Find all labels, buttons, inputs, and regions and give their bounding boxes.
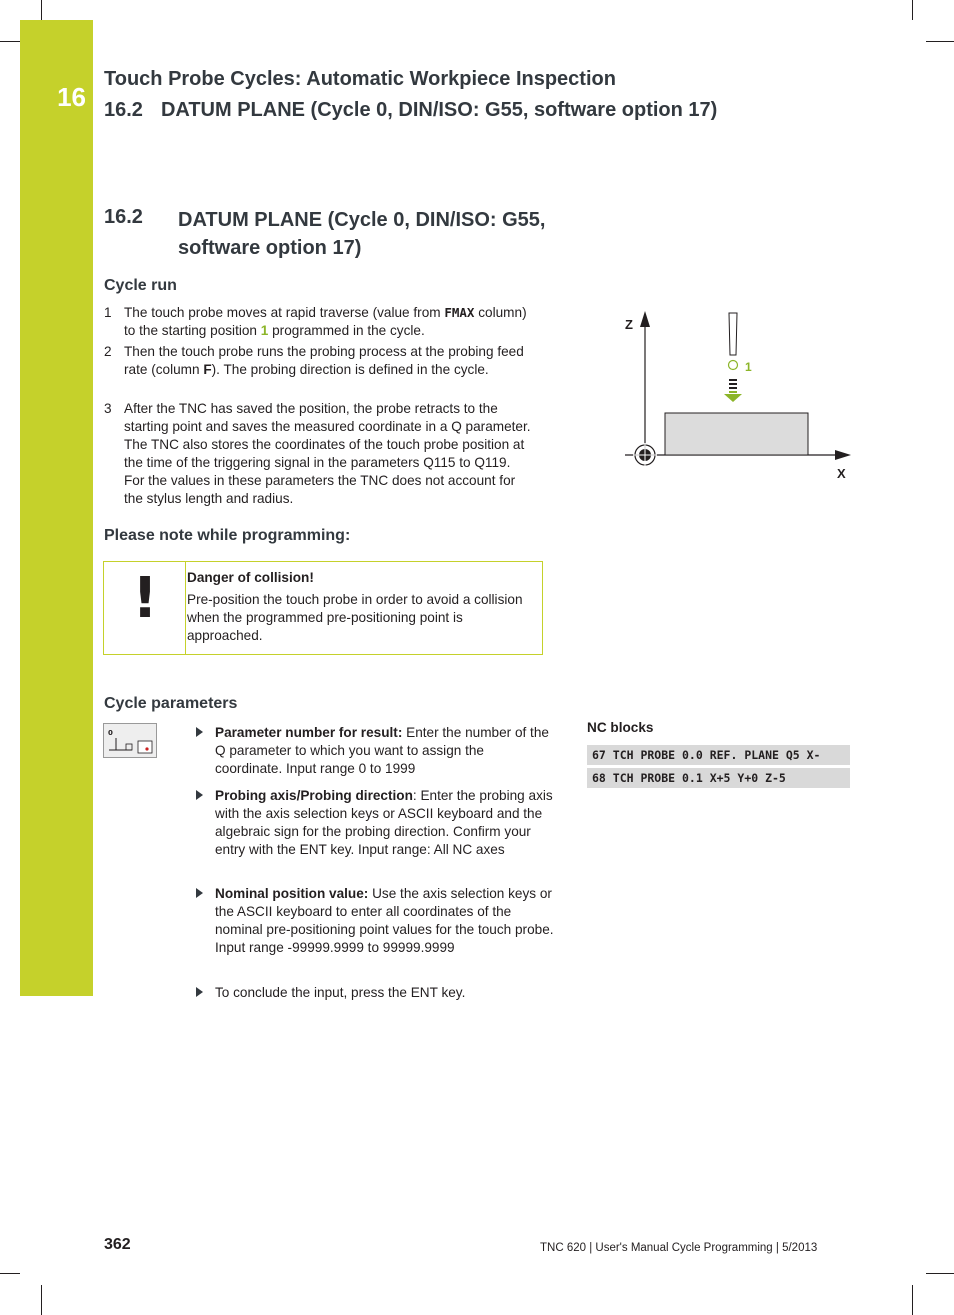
parameter-description: Use the axis selection keys or the ASCII keyboard to enter all coordinates of the nominal pre-positioning point values for the touch probe. Input range -99999.9999 to 99999.9999 — [215, 886, 554, 955]
step-text: Then the touch probe runs the probing process at the probing feed rate (column F). The probing direction is defined in the cycle. — [124, 344, 524, 377]
nc-block-line: 68 TCH PROBE 0.1 X+5 Y+0 Z-5 — [587, 768, 850, 788]
parameter-label: Nominal position value: — [215, 886, 369, 901]
parameter-label: Probing axis/Probing direction — [215, 788, 413, 803]
running-section-title: DATUM PLANE (Cycle 0, DIN/ISO: G55, software option 17) — [160, 99, 718, 121]
probing-diagram — [615, 305, 860, 485]
list-item — [104, 343, 544, 397]
exclamation-icon: ! — [132, 566, 158, 631]
warning-box — [103, 561, 543, 655]
warning-title: Danger of collision! — [187, 570, 314, 585]
list-item — [104, 400, 544, 508]
start-position-label: 1 — [745, 360, 752, 374]
probe-stylus — [729, 313, 737, 355]
x-axis-label: X — [837, 466, 846, 481]
cycle-run-heading: Cycle run — [104, 277, 177, 294]
bullet-triangle-icon — [196, 888, 203, 898]
cycle-softkey-icon — [103, 723, 157, 758]
x-axis-arrow — [835, 450, 851, 460]
bullet-triangle-icon — [196, 987, 203, 997]
crop-mark — [926, 1273, 954, 1274]
z-axis-label: Z — [625, 317, 633, 332]
step-text: The touch probe moves at rapid traverse (value from FMAX column) to the starting position 1 programmed in the cycle. — [124, 305, 527, 338]
step-number: 1 — [104, 305, 112, 320]
parameter-item — [196, 787, 556, 877]
parameter-description: Enter the number of the Q parameter to which you want to assign the coordinate. Input range 0 to 1999 — [215, 725, 549, 776]
parameter-description: To conclude the input, press the ENT key. — [215, 985, 466, 1000]
parameter-label: Parameter number for result: — [215, 725, 403, 740]
warning-text: Pre-position the touch probe in order to avoid a collision when the programmed pre-positioning point is approached. — [187, 592, 523, 643]
position-marker: 1 — [260, 323, 269, 338]
probing-direction-arrow — [724, 394, 742, 402]
cycle-parameters-heading: Cycle parameters — [104, 695, 238, 712]
chapter-sidebar — [20, 20, 93, 996]
chapter-title: Touch Probe Cycles: Automatic Workpiece Inspection — [104, 68, 616, 90]
crop-mark — [41, 1285, 42, 1315]
list-item — [104, 304, 544, 340]
crop-mark — [912, 1285, 913, 1315]
page-number: 362 — [104, 1236, 131, 1253]
footer-text: TNC 620 | User's Manual Cycle Programming | 5/2013 — [540, 1242, 818, 1254]
crop-mark — [912, 0, 913, 20]
step-number: 3 — [104, 401, 112, 416]
probe-tip — [729, 361, 738, 370]
bullet-triangle-icon — [196, 790, 203, 800]
step-text: After the TNC has saved the position, the probe retracts to the starting point and saves the measured coordinate in a Q parameter. The TNC also stores the coordinates of the touch probe position at the time of the triggering signal in the parameters Q115 to Q119. For the values in these parameters the TNC does not account for the stylus length and radius. — [124, 401, 531, 506]
datum-plane-icon — [104, 724, 156, 757]
workpiece — [665, 413, 808, 455]
crop-mark — [41, 0, 42, 20]
fmax-keyword: FMAX — [444, 305, 475, 320]
parameter-item — [196, 885, 556, 975]
nc-blocks-title: NC blocks — [587, 720, 654, 735]
crop-mark — [0, 41, 20, 42]
feed-keyword: F — [203, 362, 212, 377]
section-number: 16.2 — [104, 206, 143, 228]
z-axis-arrow — [640, 311, 650, 327]
parameter-item — [196, 724, 556, 778]
nc-block-line: 67 TCH PROBE 0.0 REF. PLANE Q5 X- — [587, 745, 850, 765]
running-section-header — [104, 99, 717, 122]
running-section-number: 16.2 — [104, 99, 143, 121]
chapter-number: 16 — [57, 82, 86, 112]
parameter-item — [196, 984, 556, 1002]
note-heading: Please note while programming: — [104, 527, 351, 544]
step-number: 2 — [104, 344, 112, 359]
svg-text:0: 0 — [108, 729, 113, 737]
crop-mark — [926, 41, 954, 42]
section-title: DATUM PLANE (Cycle 0, DIN/ISO: G55, software option 17) — [178, 209, 546, 259]
parameter-description: : Enter the probing axis with the axis selection keys or ASCII keyboard and the algebraic sign for the probing direction. Confirm your entry with the ENT key. Input range: All NC axes — [215, 788, 553, 857]
crop-mark — [0, 1273, 20, 1274]
bullet-triangle-icon — [196, 727, 203, 737]
